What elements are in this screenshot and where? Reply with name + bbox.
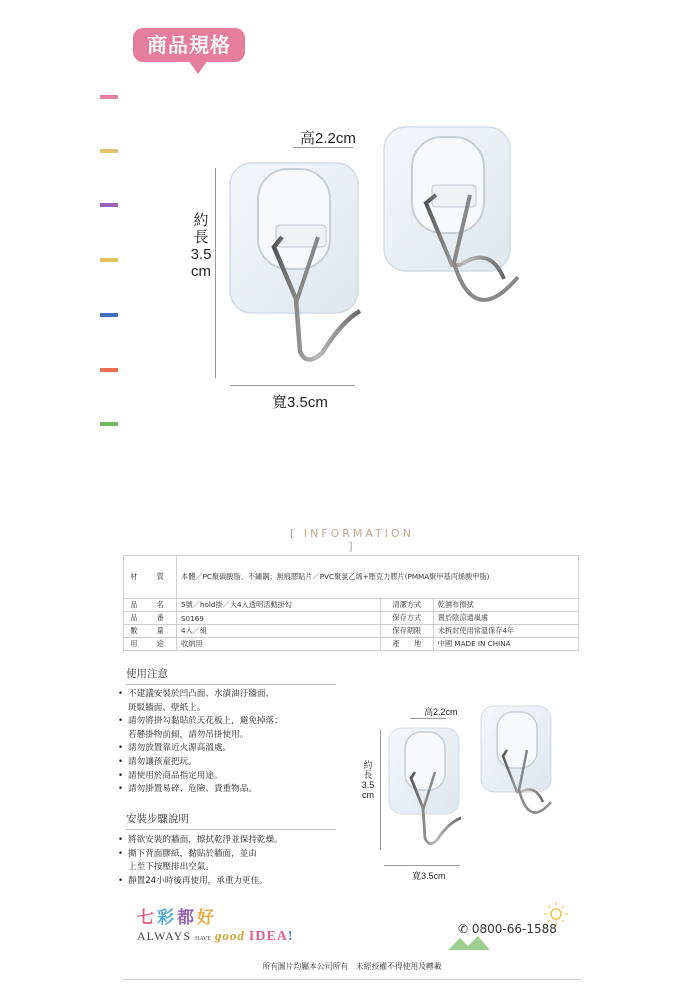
table-value: 乾濕布擦拭: [433, 599, 578, 612]
list-item: 斑駁牆面、壁紙上。: [128, 702, 206, 713]
table-row: [124, 625, 579, 638]
color-dash: [100, 149, 118, 153]
table-label: 數 量: [124, 625, 177, 638]
list-item: • 請勿放置靠近火源高溫處。: [118, 742, 348, 756]
list-item: • 靜置24小時後再使用，承重力更佳。: [118, 875, 348, 889]
list-item: • 請使用於商品指定用途。: [118, 770, 348, 784]
table-label: 產 地: [380, 638, 433, 651]
small-length-dim-line: [380, 730, 381, 850]
table-value: S0169: [177, 612, 381, 625]
spec-title: 商品規格: [147, 33, 231, 57]
small-height-dim-line: [410, 718, 446, 719]
table-value: 5號／hold掛／大4入透明活動掛勾: [177, 599, 381, 612]
length-dim-label: 約 長 3.5 cm: [190, 212, 212, 280]
table-value: 收納用: [177, 638, 381, 651]
usage-title: 使用注意: [126, 666, 336, 685]
color-dash: [100, 368, 118, 372]
table-label: 保存期限: [380, 625, 433, 638]
brand-logo: [137, 903, 217, 928]
brand-char: 七: [137, 908, 157, 928]
brand-slogan: ALWAYS HAVE good IDEA!: [137, 928, 294, 944]
brand-char: 彩: [157, 908, 177, 928]
table-label: 材 質: [124, 556, 177, 599]
bubble-tail: [188, 60, 208, 74]
table-label: 清潔方式: [380, 599, 433, 612]
table-row: [124, 638, 579, 651]
table-label: 品 番: [124, 612, 177, 625]
copyright-note: 所有圖片均屬本公司所有 未經授權不得使用及轉載: [262, 962, 442, 971]
brand-char: 好: [197, 908, 217, 928]
small-width-dim-label: 寬3.5cm: [412, 871, 446, 881]
width-dim-label: 寬3.5cm: [272, 394, 328, 411]
list-item: 若懸掛物前傾，請勿吊掛使用。: [128, 729, 249, 740]
spec-table: [123, 555, 579, 651]
list-item: • 不建議安裝於凹凸面、水漬油汙牆面、: [118, 688, 348, 702]
usage-notes-list: [118, 688, 348, 797]
width-dim-line: [230, 385, 355, 386]
color-dash: [100, 95, 118, 99]
small-length-dim-label: 約 長 3.5 cm: [361, 760, 375, 800]
hook-product-image-large: [200, 115, 540, 415]
table-row: [124, 599, 579, 612]
list-item: • 撕下背面膠紙，黏貼於牆面，並由: [118, 848, 348, 862]
table-value: 本體／PC聚碳酸脂、不鏽鋼；無痕膠貼片／PVC聚氯乙烯+壓克力膠片(PMMA聚甲基丙烯酸甲脂): [177, 556, 579, 599]
phone-number[interactable]: ✆ 0800-66-1588: [458, 922, 557, 936]
table-row: [124, 612, 579, 625]
table-value: 置於陰涼通風處: [433, 612, 578, 625]
spec-title-bubble: [133, 28, 245, 62]
list-item: • 請勿讓孩童把玩。: [118, 756, 348, 770]
brand-char: 都: [177, 908, 197, 928]
install-title: 安裝步驟說明: [126, 811, 336, 830]
height-dim-label: 高2.2cm: [300, 130, 356, 147]
color-dash: [100, 203, 118, 207]
list-item: • 請勿將掛勾黏貼於天花板上，避免掉落；: [118, 715, 348, 729]
list-item: 上至下按壓排出空氣。: [128, 862, 214, 873]
small-width-dim-line: [384, 865, 460, 866]
table-label: 品 名: [124, 599, 177, 612]
footer-divider: [122, 979, 582, 980]
table-row: [124, 556, 579, 599]
phone-icon: ✆: [458, 922, 469, 936]
list-item: • 請勿掛置易碎、危險、貴重物品。: [118, 783, 348, 797]
information-heading: [ INFORMATION ]: [290, 527, 414, 553]
list-item: • 將欲安裝的牆面，擦拭乾淨並保持乾燥。: [118, 834, 348, 848]
install-steps-list: [118, 834, 348, 888]
color-dash: [100, 258, 118, 262]
small-height-dim-label: 高2.2cm: [424, 707, 458, 717]
table-label: 保存方式: [380, 612, 433, 625]
table-value: 未拆封使用常溫保存4年: [433, 625, 578, 638]
color-dash: [100, 313, 118, 317]
length-dim-line: [215, 168, 216, 378]
hook-product-image-small: [375, 700, 575, 870]
table-value: 中國 MADE IN CHINA: [433, 638, 578, 651]
table-value: 4入／組: [177, 625, 381, 638]
table-label: 用 途: [124, 638, 177, 651]
color-dash: [100, 422, 118, 426]
